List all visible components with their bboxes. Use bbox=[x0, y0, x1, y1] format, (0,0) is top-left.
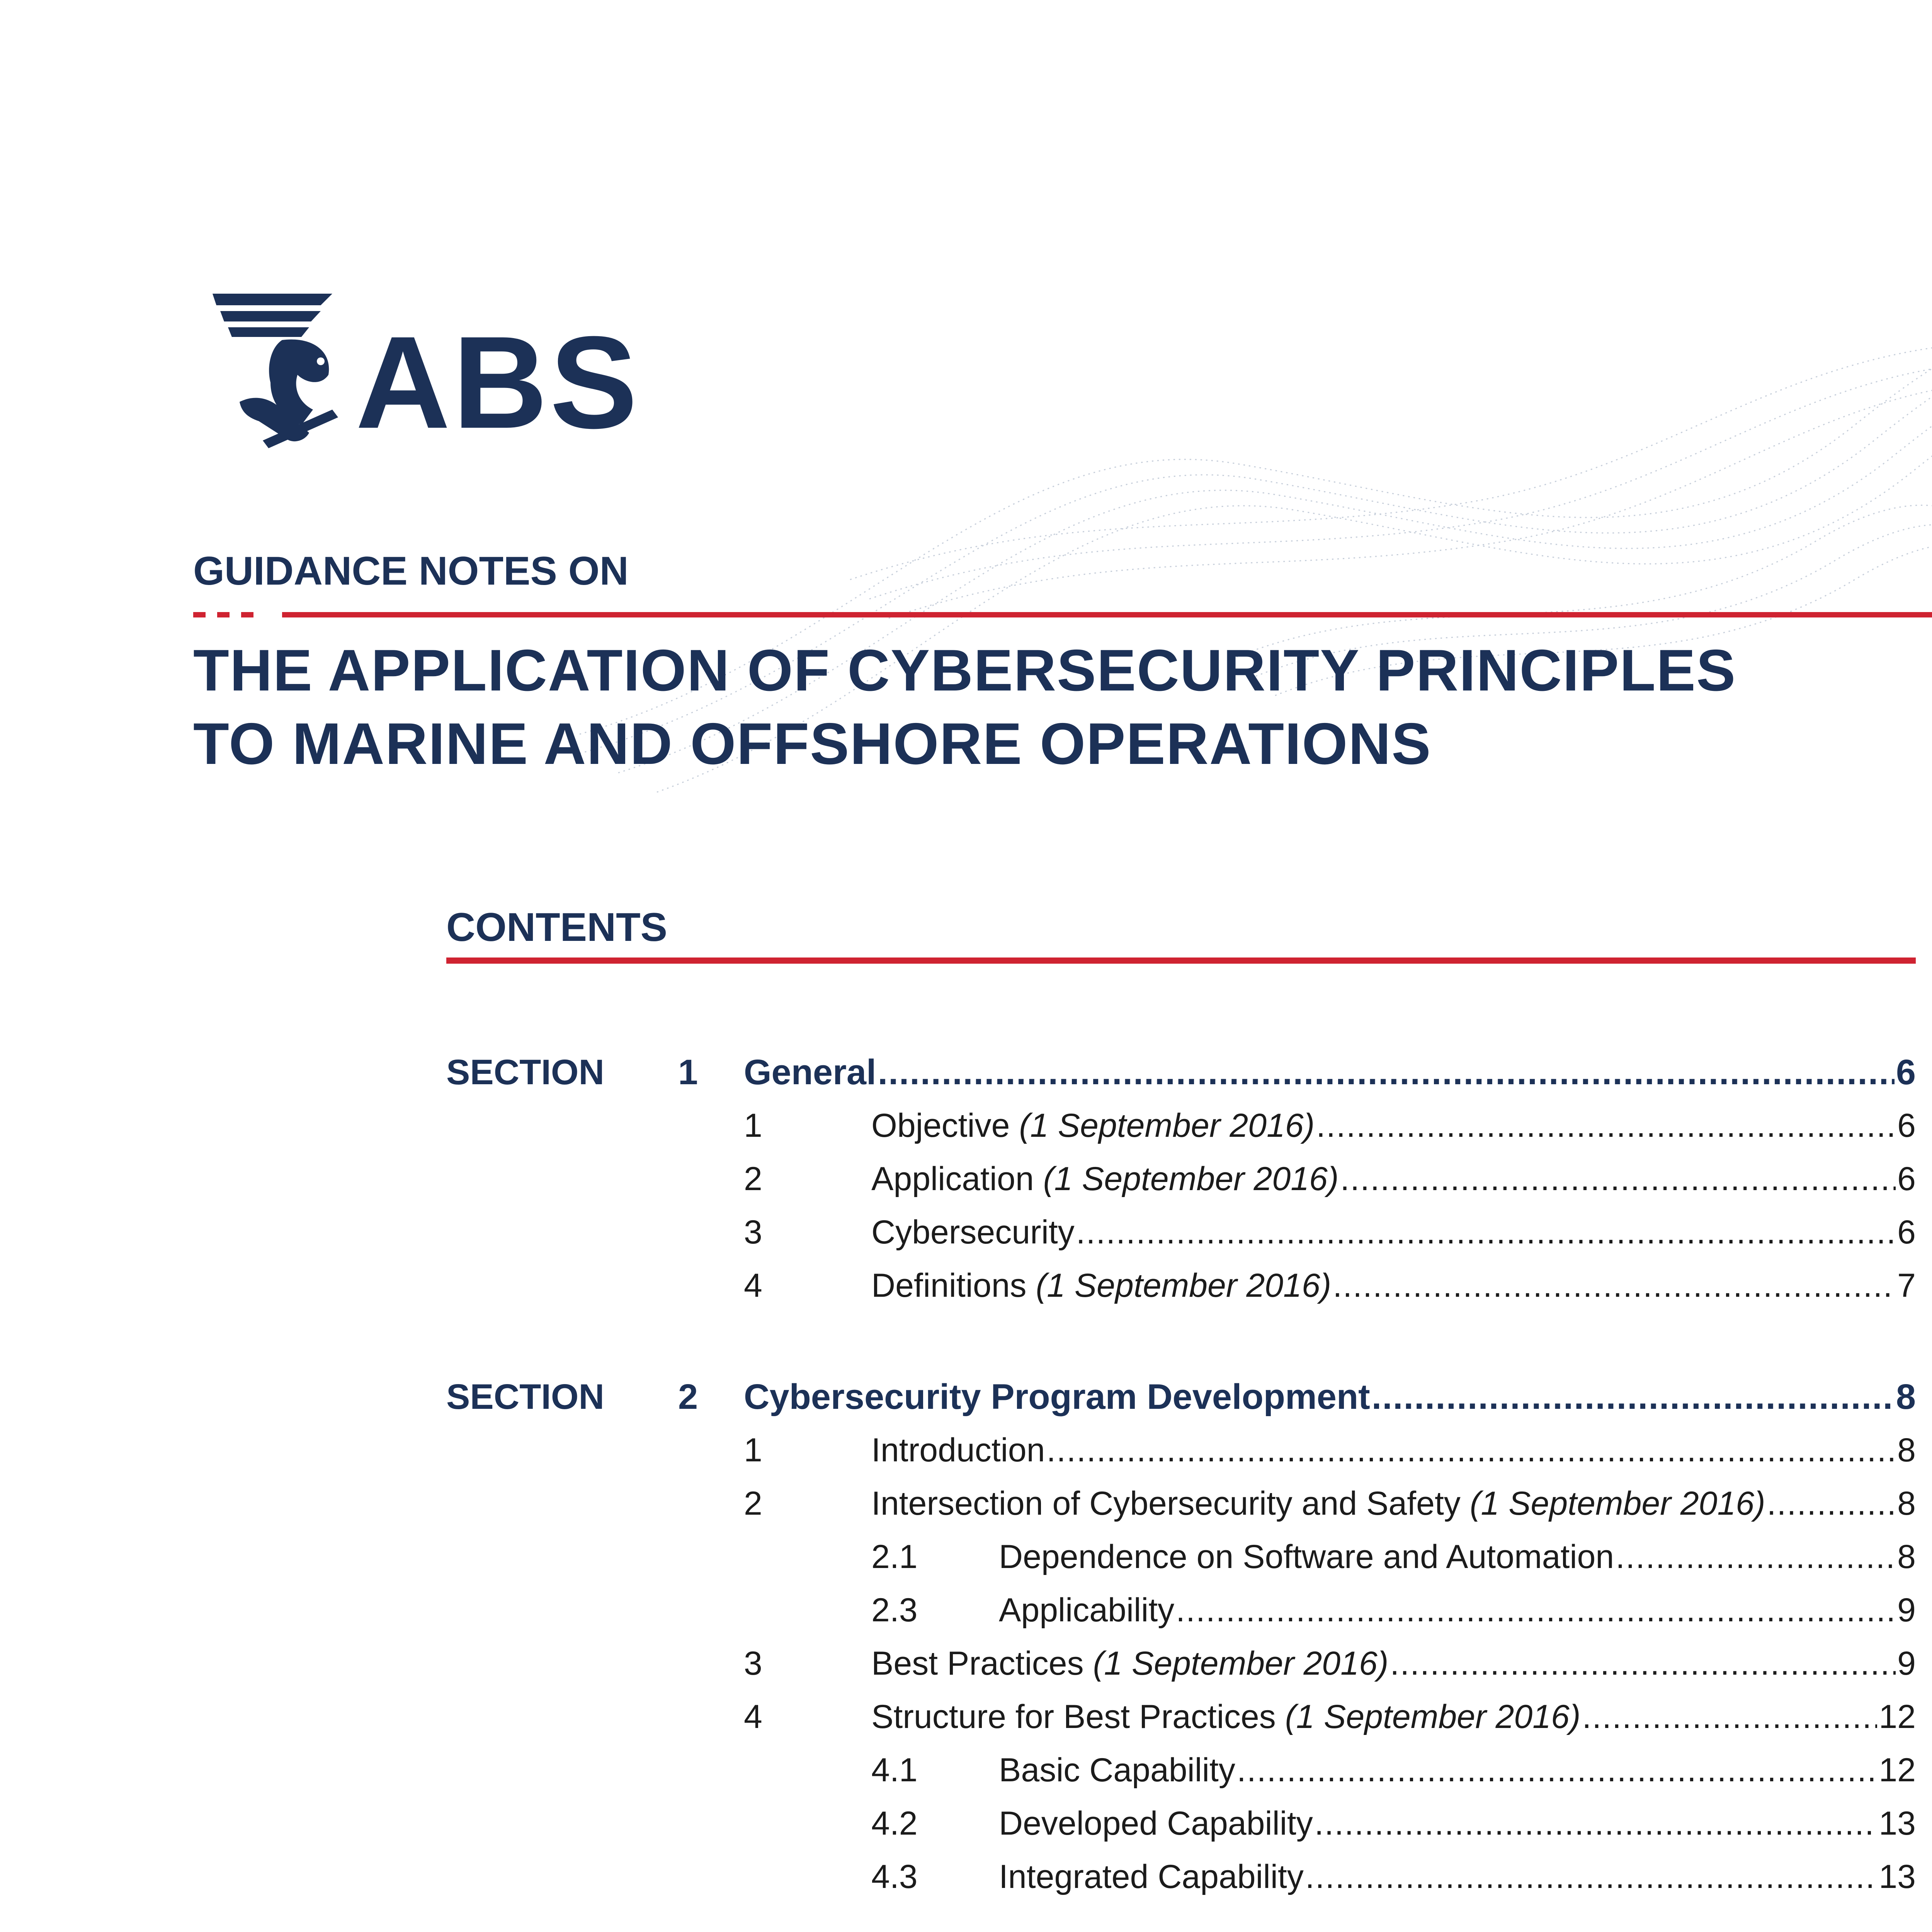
toc-leader bbox=[1315, 1802, 1878, 1845]
toc-leader bbox=[1582, 1696, 1877, 1738]
toc-page-number: 13 bbox=[1879, 1805, 1916, 1842]
toc-page-number: 6 bbox=[1897, 1160, 1916, 1197]
toc-leader bbox=[1616, 1536, 1896, 1578]
toc-leader bbox=[1237, 1749, 1878, 1791]
toc-section-1[interactable] bbox=[744, 1051, 1916, 1094]
toc-leader bbox=[1340, 1158, 1896, 1200]
toc-item-number: 4 bbox=[744, 1698, 762, 1735]
document-eyebrow: GUIDANCE NOTES ON bbox=[193, 549, 629, 594]
toc-item-number: 1 bbox=[744, 1107, 762, 1144]
toc-subitem-number: 4.2 bbox=[871, 1805, 918, 1842]
toc-item-number: 1 bbox=[744, 1432, 762, 1469]
toc-item-number: 2 bbox=[744, 1485, 762, 1522]
toc-leader bbox=[1076, 1211, 1896, 1253]
toc-item[interactable] bbox=[871, 1482, 1916, 1525]
toc-section-2[interactable] bbox=[744, 1376, 1916, 1418]
toc-item-label: Intersection of Cybersecurity and Safety bbox=[871, 1485, 1470, 1522]
toc-leader bbox=[1316, 1104, 1896, 1147]
toc-subitem[interactable] bbox=[999, 1855, 1916, 1898]
toc-page-number: 9 bbox=[1897, 1592, 1916, 1629]
toc-item[interactable] bbox=[871, 1104, 1916, 1147]
toc-leader bbox=[878, 1051, 1895, 1094]
toc-page-number: 13 bbox=[1879, 1858, 1916, 1895]
eagle-emblem-icon bbox=[205, 286, 352, 456]
toc-item-note: (1 September 2016) bbox=[1285, 1698, 1581, 1735]
toc-subitem-number: 2.3 bbox=[871, 1592, 918, 1629]
section-number: 2 bbox=[678, 1377, 698, 1417]
toc-leader bbox=[1390, 1642, 1896, 1685]
toc-subitem[interactable] bbox=[999, 1802, 1916, 1845]
toc-item-note: (1 September 2016) bbox=[1043, 1160, 1339, 1197]
abs-logo bbox=[205, 286, 661, 456]
toc-item[interactable] bbox=[871, 1429, 1916, 1471]
toc-page-number: 7 bbox=[1897, 1267, 1916, 1304]
toc-subitem[interactable] bbox=[999, 1749, 1916, 1791]
document-title bbox=[193, 634, 1932, 781]
toc-page-number: 9 bbox=[1897, 1645, 1916, 1682]
toc-subitem[interactable] bbox=[999, 1536, 1916, 1578]
title-line-1: THE APPLICATION OF CYBERSECURITY PRINCIPLES bbox=[193, 638, 1736, 703]
toc-item-note: (1 September 2016) bbox=[1019, 1107, 1315, 1144]
toc-item-label: Cybersecurity bbox=[871, 1214, 1075, 1251]
red-divider-line bbox=[193, 611, 1932, 620]
toc-leader bbox=[1333, 1264, 1896, 1307]
toc-leader bbox=[1305, 1855, 1878, 1898]
toc-item[interactable] bbox=[871, 1211, 1916, 1253]
toc-leader bbox=[1176, 1589, 1896, 1631]
toc-item-label: Dependence on Software and Automation bbox=[999, 1538, 1614, 1575]
toc-item-note: (1 September 2016) bbox=[1093, 1645, 1389, 1682]
toc-leader bbox=[1372, 1376, 1895, 1418]
toc-page-number: 12 bbox=[1879, 1752, 1916, 1789]
toc-leader bbox=[1767, 1482, 1896, 1525]
toc-page-number: 6 bbox=[1897, 1214, 1916, 1251]
toc-item-note: (1 September 2016) bbox=[1469, 1485, 1765, 1522]
toc-item-note: (1 September 2016) bbox=[1036, 1267, 1332, 1304]
toc-item-label: Integrated Capability bbox=[999, 1858, 1304, 1895]
toc-page-number: 12 bbox=[1879, 1698, 1916, 1735]
toc-leader bbox=[1046, 1429, 1896, 1471]
toc-page-number: 8 bbox=[1897, 1485, 1916, 1522]
toc-item-label: Best Practices bbox=[871, 1645, 1093, 1682]
toc-item[interactable] bbox=[871, 1642, 1916, 1685]
contents-heading: CONTENTS bbox=[446, 905, 667, 950]
toc-page-number: 8 bbox=[1897, 1432, 1916, 1469]
toc-subitem-number: 4.3 bbox=[871, 1858, 918, 1895]
toc-item-label: Structure for Best Practices bbox=[871, 1698, 1285, 1735]
contents-rule bbox=[446, 957, 1916, 964]
toc-item-number: 3 bbox=[744, 1645, 762, 1682]
toc-item[interactable] bbox=[871, 1696, 1916, 1738]
toc-section-title: Cybersecurity Program Development bbox=[744, 1377, 1370, 1417]
toc-item-label: Developed Capability bbox=[999, 1805, 1313, 1842]
toc-item-label: Introduction bbox=[871, 1432, 1045, 1469]
toc-item-label: Application bbox=[871, 1160, 1043, 1197]
section-label: SECTION bbox=[446, 1377, 604, 1417]
toc-section-title: General bbox=[744, 1053, 876, 1092]
toc-subitem-number: 4.1 bbox=[871, 1752, 918, 1789]
logo-wordmark: ABS bbox=[355, 309, 640, 456]
toc-subitem[interactable] bbox=[999, 1589, 1916, 1631]
toc-item[interactable] bbox=[871, 1158, 1916, 1200]
toc-page-number: 6 bbox=[1897, 1107, 1916, 1144]
toc-item-number: 3 bbox=[744, 1214, 762, 1251]
toc-item-number: 2 bbox=[744, 1160, 762, 1197]
toc-page-number: 6 bbox=[1896, 1053, 1916, 1092]
section-label: SECTION bbox=[446, 1053, 604, 1092]
toc-page-number: 8 bbox=[1896, 1377, 1916, 1417]
toc-item-number: 4 bbox=[744, 1267, 762, 1304]
toc-item-label: Applicability bbox=[999, 1592, 1175, 1629]
toc-item[interactable] bbox=[871, 1264, 1916, 1307]
title-line-2: TO MARINE AND OFFSHORE OPERATIONS bbox=[193, 711, 1432, 777]
section-number: 1 bbox=[678, 1053, 698, 1092]
toc-page-number: 8 bbox=[1897, 1538, 1916, 1575]
toc-subitem-number: 2.1 bbox=[871, 1538, 918, 1575]
toc-item-label: Basic Capability bbox=[999, 1752, 1235, 1789]
toc-item-label: Definitions bbox=[871, 1267, 1036, 1304]
toc-item-label: Objective bbox=[871, 1107, 1019, 1144]
